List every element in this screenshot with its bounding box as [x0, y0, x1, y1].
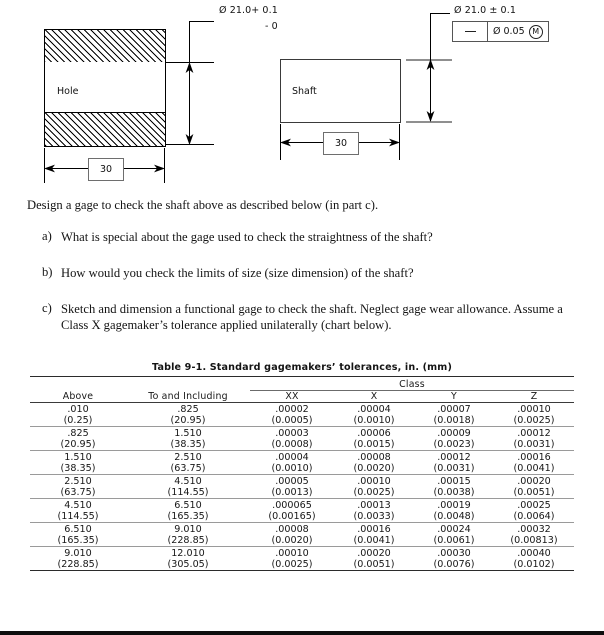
cell-xx: .00003 [275, 428, 309, 439]
column-header-x: X [370, 391, 378, 402]
column-header-to-and-including: To and Including [148, 390, 228, 402]
cell-to-including: 6.510 [174, 500, 202, 511]
cell-z-mm: (0.0064) [513, 511, 555, 522]
question-item-a [42, 229, 582, 245]
question-item-b [42, 265, 582, 281]
cell-x: .00004 [357, 404, 391, 415]
cell-x-mm: (0.0020) [353, 463, 395, 474]
cell-z-mm: (0.00813) [510, 535, 558, 546]
cell-y: .00012 [437, 452, 471, 463]
page-edge-strip [0, 631, 604, 635]
feature-control-frame [452, 21, 549, 42]
table-title: Table 9-1. Standard gagemakers’ tolerances, in. (mm) [152, 362, 452, 373]
engineering-figures [0, 0, 604, 200]
cell-xx: .00002 [275, 404, 309, 415]
cell-above-mm: (20.95) [60, 439, 96, 450]
table-row [30, 548, 574, 559]
shaft-width-arrow-left [280, 138, 291, 147]
cell-y-mm: (0.0018) [433, 415, 475, 426]
cell-xx: .00005 [275, 476, 309, 487]
cell-above: 4.510 [64, 500, 92, 511]
table-row-mm [30, 415, 574, 427]
cell-above: 2.510 [64, 476, 92, 487]
cell-xx-mm: (0.0025) [271, 559, 313, 570]
cell-xx-mm: (0.0020) [271, 535, 313, 546]
mmc-modifier-icon: M [529, 25, 543, 39]
question-c-marker: c) [42, 301, 52, 315]
table-row-mm [30, 511, 574, 523]
table-row [30, 428, 574, 439]
table-row [30, 452, 574, 463]
cell-to-including: .825 [177, 404, 199, 415]
cell-to-including-mm: (114.55) [167, 487, 209, 498]
tolerance-table [30, 376, 574, 573]
cell-y-mm: (0.0031) [433, 463, 475, 474]
shaft-width-arrow-right [389, 138, 400, 147]
cell-above-mm: (63.75) [60, 487, 96, 498]
cell-above-mm: (0.25) [63, 415, 93, 426]
cell-z: .00016 [517, 452, 551, 463]
cell-to-including: 12.010 [171, 548, 205, 559]
cell-x: .00016 [357, 524, 391, 535]
table-group-header-row [30, 379, 574, 391]
cell-y: .00015 [437, 476, 471, 487]
cell-z-mm: (0.0031) [513, 439, 555, 450]
cell-to-including-mm: (305.05) [167, 559, 209, 570]
cell-to-including-mm: (20.95) [170, 415, 206, 426]
cell-xx-mm: (0.0013) [271, 487, 313, 498]
question-c-text: Sketch and dimension a functional gage to check the shaft. Neglect gage wear allowance. Assume a Class X gagemaker’s tolerance applied unilaterally (chart below). [61, 302, 563, 333]
cell-above: .010 [67, 404, 89, 415]
straightness-symbol-cell [453, 22, 487, 41]
hole-dim-arrow-down [185, 134, 194, 145]
fcf-tolerance-value: Ø 0.05 [493, 26, 525, 37]
cell-xx: .000065 [272, 500, 312, 511]
cell-xx: .00010 [275, 548, 309, 559]
shaft-width-value: 30 [323, 132, 359, 155]
shaft-diameter-callout: Ø 21.0 ± 0.1 [454, 5, 516, 16]
hole-width-value: 30 [88, 158, 124, 181]
cell-z: .00040 [517, 548, 551, 559]
group-header-spacer-1 [30, 379, 126, 391]
column-header-xx: XX [285, 391, 299, 402]
table-row [30, 476, 574, 487]
cell-x: .00006 [357, 428, 391, 439]
cell-xx-mm: (0.0005) [271, 415, 313, 426]
cell-z: .00020 [517, 476, 551, 487]
table-row [30, 500, 574, 511]
table-row [30, 404, 574, 415]
hole-width-arrow-right [154, 164, 165, 173]
hole-hatch-top [44, 29, 166, 64]
hole-dim-line [189, 64, 190, 143]
hole-diameter-callout-line2: - 0 [265, 21, 278, 32]
question-a-text: What is special about the gage used to check the straightness of the shaft? [61, 230, 433, 244]
cell-to-including: 9.010 [174, 524, 202, 535]
cell-z-mm: (0.0025) [513, 415, 555, 426]
hole-dim-arrow-up [185, 62, 194, 73]
cell-to-including-mm: (38.35) [170, 439, 206, 450]
question-intro: Design a gage to check the shaft above as described below (in part c). [27, 198, 379, 212]
question-item-c [42, 301, 570, 333]
tolerance-cell [487, 22, 548, 41]
cell-y: .00024 [437, 524, 471, 535]
straightness-icon [465, 31, 476, 32]
cell-y-mm: (0.0038) [433, 487, 475, 498]
cell-x-mm: (0.0051) [353, 559, 395, 570]
cell-xx: .00004 [275, 452, 309, 463]
table-row-mm [30, 439, 574, 451]
cell-above-mm: (38.35) [60, 463, 96, 474]
gagemakers-tolerance-table [30, 362, 574, 573]
hole-callout-leader-vertical [189, 21, 190, 63]
table-row-mm [30, 463, 574, 475]
table-row [30, 524, 574, 535]
table-bottom-rule [30, 571, 574, 574]
shaft-label: Shaft [292, 86, 317, 97]
cell-z: .00025 [517, 500, 551, 511]
cell-x: .00020 [357, 548, 391, 559]
cell-to-including-mm: (165.35) [167, 511, 209, 522]
cell-to-including: 4.510 [174, 476, 202, 487]
shaft-dim-arrow-down [426, 111, 435, 122]
cell-xx-mm: (0.00165) [268, 511, 316, 522]
cell-x-mm: (0.0025) [353, 487, 395, 498]
cell-y: .00030 [437, 548, 471, 559]
cell-x-mm: (0.0015) [353, 439, 395, 450]
table-row-mm [30, 535, 574, 547]
cell-y-mm: (0.0048) [433, 511, 475, 522]
shaft-callout-leader-horizontal [430, 13, 450, 14]
column-header-y: Y [451, 391, 457, 402]
cell-z: .00032 [517, 524, 551, 535]
cell-above: .825 [67, 428, 89, 439]
cell-y-mm: (0.0076) [433, 559, 475, 570]
shaft-callout-leader-vertical [430, 13, 431, 61]
cell-above-mm: (114.55) [57, 511, 99, 522]
cell-above: 9.010 [64, 548, 92, 559]
cell-above: 1.510 [64, 452, 92, 463]
cell-z-mm: (0.0102) [513, 559, 555, 570]
cell-x: .00013 [357, 500, 391, 511]
cell-to-including-mm: (228.85) [167, 535, 209, 546]
cell-xx-mm: (0.0010) [271, 463, 313, 474]
cell-z: .00010 [517, 404, 551, 415]
cell-above-mm: (165.35) [57, 535, 99, 546]
cell-x-mm: (0.0033) [353, 511, 395, 522]
cell-to-including: 2.510 [174, 452, 202, 463]
cell-above-mm: (228.85) [57, 559, 99, 570]
cell-y: .00019 [437, 500, 471, 511]
question-b-marker: b) [42, 265, 53, 279]
cell-y: .00007 [437, 404, 471, 415]
group-header-class: Class [250, 379, 574, 391]
cell-x: .00008 [357, 452, 391, 463]
cell-above: 6.510 [64, 524, 92, 535]
cell-xx: .00008 [275, 524, 309, 535]
column-header-above: Above [62, 390, 94, 402]
cell-to-including: 1.510 [174, 428, 202, 439]
hole-diameter-callout-line1: Ø 21.0+ 0.1 [219, 5, 278, 16]
table-header-row [30, 391, 574, 403]
cell-y: .00009 [437, 428, 471, 439]
hole-label: Hole [57, 86, 79, 97]
hole-hatch-bottom [44, 112, 166, 147]
table-row-mm [30, 559, 574, 571]
hole-width-arrow-left [44, 164, 55, 173]
cell-z: .00012 [517, 428, 551, 439]
cell-z-mm: (0.0041) [513, 463, 555, 474]
cell-z-mm: (0.0051) [513, 487, 555, 498]
cell-x: .00010 [357, 476, 391, 487]
cell-x-mm: (0.0010) [353, 415, 395, 426]
cell-to-including-mm: (63.75) [170, 463, 206, 474]
group-header-spacer-2 [126, 379, 250, 391]
hole-callout-leader-horizontal [189, 21, 214, 22]
cell-y-mm: (0.0023) [433, 439, 475, 450]
question-b-text: How would you check the limits of size (size dimension) of the shaft? [61, 266, 414, 280]
question-a-marker: a) [42, 229, 52, 243]
cell-xx-mm: (0.0008) [271, 439, 313, 450]
cell-x-mm: (0.0041) [353, 535, 395, 546]
column-header-z: Z [530, 391, 538, 402]
table-row-mm [30, 487, 574, 499]
cell-y-mm: (0.0061) [433, 535, 475, 546]
